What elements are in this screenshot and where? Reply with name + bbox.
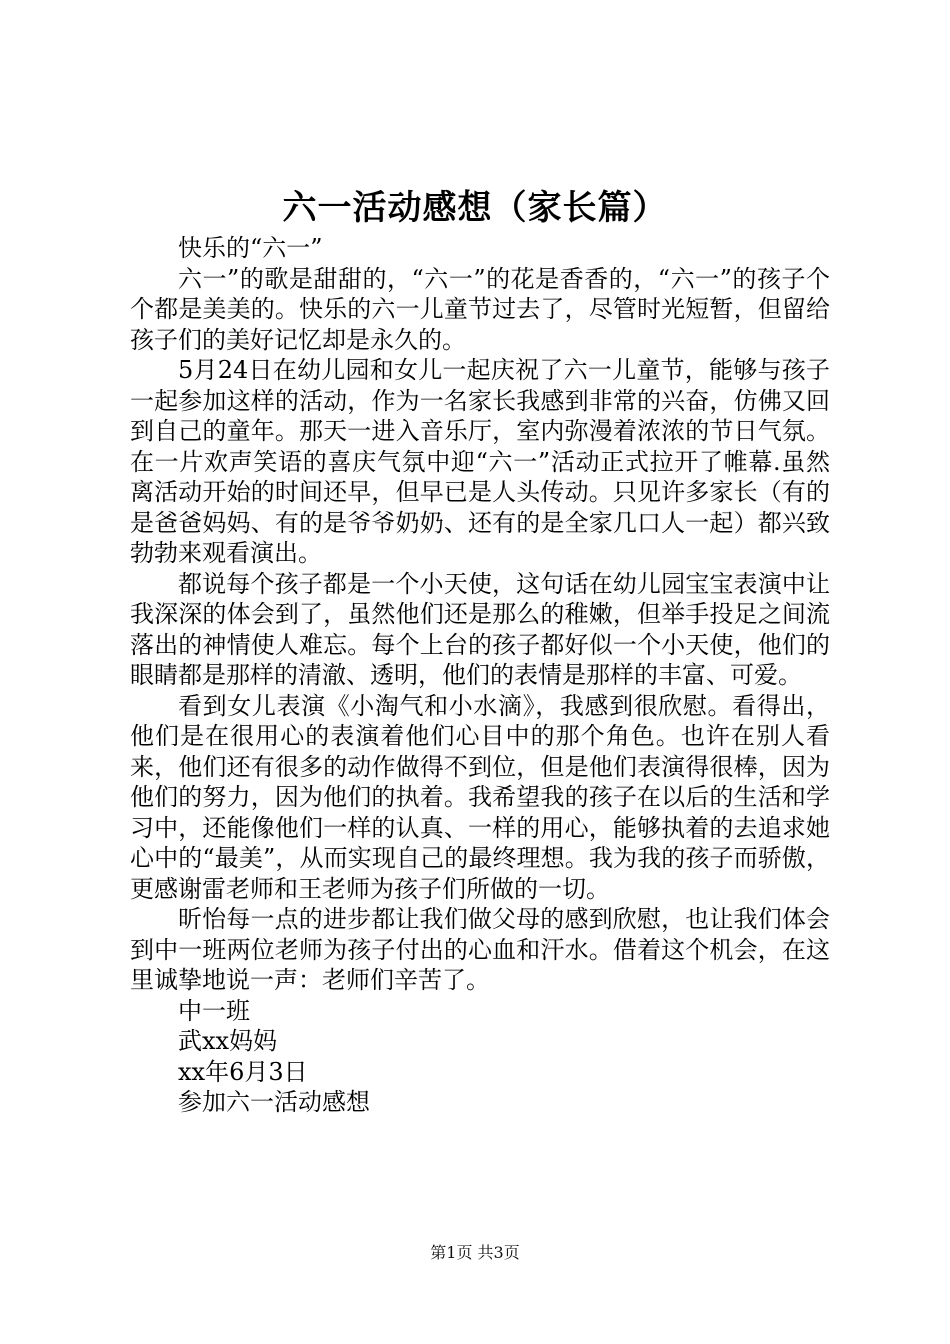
paragraph-thanks: 昕怡每一点的进步都让我们做父母的感到欣慰，也让我们体会到中一班两位老师为孩子付出的心血和汗水。借着这个机会，在这里诚挚地说一声：老师们辛苦了。 xyxy=(130,905,830,994)
paragraph-heading: 快乐的“六一” xyxy=(178,234,323,262)
signature-date: xx年6月3日 xyxy=(178,1057,308,1086)
next-section-heading: 参加六一活动感想 xyxy=(178,1088,370,1116)
document-title: 六一活动感想（家长篇） xyxy=(282,188,668,228)
paragraph-intro: 六一”的歌是甜甜的，“六一”的花是香香的，“六一”的孩子个个都是美美的。快乐的六一儿童节过去了，尽管时光短暂，但留给孩子们的美好记忆却是永久的。 xyxy=(130,264,830,354)
signature-author: 武xx妈妈 xyxy=(178,1027,278,1055)
signature-class: 中一班 xyxy=(178,996,250,1025)
paragraph-angels: 都说每个孩子都是一个小天使，这句话在幼儿园宝宝表演中让我深深的体会到了，虽然他们还是那么的稚嫩，但举手投足之间流落出的神情使人难忘。每个上台的孩子都好似一个小天使，他们的眼睛都是那样的清澈、透明，他们的表情是那样的丰富、可爱。 xyxy=(130,569,830,689)
paragraph-daughter-performance: 看到女儿表演《小淘气和小水滴》，我感到很欣慰。看得出，他们是在很用心的表演着他们心目中的那个角色。也许在别人看来，他们还有很多的动作做得不到位，但是他们表演得很棒，因为他们的努力，因为他们的执着。我希望我的孩子在以后的生活和学习中，还能像他们一样的认真、一样的用心，能够执着的去追求她心中的“最美”，从而实现自己的最终理想。我为我的孩子而骄傲，更感谢雷老师和王老师为孩子们所做的一切。 xyxy=(130,691,830,903)
document-body xyxy=(130,233,830,1118)
paragraph-celebration: 5月24日在幼儿园和女儿一起庆祝了六一儿童节，能够与孩子一起参加这样的活动，作为一名家长我感到非常的兴奋，仿佛又回到自己的童年。那天一进入音乐厅，室内弥漫着浓浓的节日气氛。在一片欢声笑语的喜庆气氛中迎“六一”活动正式拉开了帷幕.虽然离活动开始的时间还早，但早已是人头传动。只见许多家长（有的是爸爸妈妈、有的是爷爷奶奶、还有的是全家几口人一起）都兴致勃勃来观看演出。 xyxy=(130,356,830,567)
page-footer: 第1页 共3页 xyxy=(430,1243,520,1262)
